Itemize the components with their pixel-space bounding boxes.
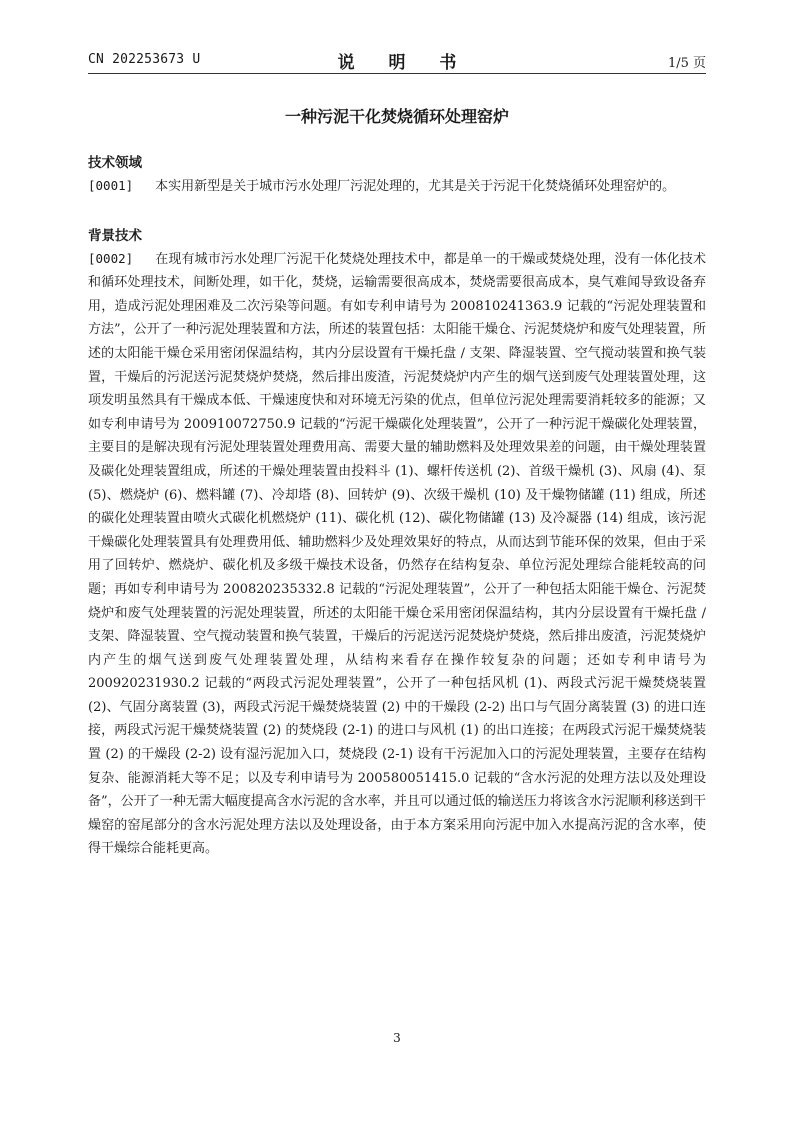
page-counter: 1/5 页	[667, 56, 706, 71]
paragraph	[88, 174, 706, 199]
section-gap	[88, 199, 706, 225]
paragraph-number: [0001]	[88, 178, 134, 193]
document-title: 一种污泥干化焚烧循环处理窑炉	[284, 107, 509, 126]
header-divider	[88, 73, 706, 74]
document-type-title: 说 明 书	[337, 53, 471, 73]
page-number: 3	[393, 1031, 401, 1045]
section-technical-field	[88, 152, 706, 199]
page-header	[88, 48, 706, 72]
document-number: CN 202253673 U	[88, 52, 201, 67]
paragraph-text: 在现有城市污水处理厂污泥干化焚烧处理技术中，都是单一的干燥或焚烧处理，没有一体化技术和循环处理技术，间断处理，如干化，焚烧，运输需要很高成本，焚烧需要很高成本，臭气难闻导致设备弃用，造成污泥处理困难及二次污染等问题。有如专利申请号为 200810241363.9 记载的“污泥处理装置和方法”，公开了一种污泥处理装置和方法，所述的装置包括：太阳能干燥仓、污泥焚烧炉和废气处理装置，所述的太阳能干燥仓采用密闭保温结构，其内分层设置有干燥托盘 / 支架、降湿装置、空气搅动装置和换气装置，干燥后的污泥送污泥焚烧炉焚烧，然后排出废渣，污泥焚烧炉内产生的烟气送到废气处理装置处理，这项发明虽然具有干燥成本低、干燥速度快和对环境无污染的优点，但单位污泥处理需要消耗较多的能源；又如专利申请号为 200910072750.9 记载的“污泥干燥碳化处理装置”，公开了一种污泥干燥碳化处理装置，主要目的是解决现有污泥处理装置处理费用高、需要大量的辅助燃料及处理效果差的问题，由干燥处理装置及碳化处理装置组成，所述的干燥处理装置由投料斗 (1)、螺杆传送机 (2)、首级干燥机 (3)、风扇 (4)、泵 (5)、燃烧炉 (6)、燃料罐 (7)、冷却塔 (8)、回转炉 (9)、次级干燥机 (10) 及干燥物储罐 (11) 组成，所述的碳化处理装置由喷火式碳化机燃烧炉 (11)、碳化机 (12)、碳化物储罐 (13) 及冷凝器 (14) 组成，该污泥干燥碳化处理装置具有处理费用低、辅助燃料少及处理效果好的特点，从而达到节能环保的效果，但由于采用了回转炉、燃烧炉、碳化机及多级干燥技术设备，仍然存在结构复杂、单位污泥处理综合能耗较高的问题；再如专利申请号为 200820235332.8 记载的“污泥处理装置”，公开了一种包括太阳能干燥仓、污泥焚烧炉和废气处理装置的污泥处理装置，所述的太阳能干燥仓采用密闭保温结构，其内分层设置有干燥托盘 / 支架、降湿装置、空气搅动装置和换气装置，干燥后的污泥送污泥焚烧炉焚烧，然后排出废渣，污泥焚烧炉内产生的烟气送到废气处理装置处理，从结构来看存在操作较复杂的问题；还如专利申请号为 200920231930.2 记载的“两段式污泥处理装置”，公开了一种包括风机 (1)、两段式污泥干燥焚烧装置 (2)、气固分离装置 (3)，两段式污泥干燥焚烧装置 (2) 中的干燥段 (2-2) 出口与气固分离装置 (3) 的进口连接，两段式污泥干燥焚烧装置 (2) 的焚烧段 (2-1) 的进口与风机 (1) 的出口连接；在两段式污泥干燥焚烧装置 (2) 的干燥段 (2-2) 设有湿污泥加入口，焚烧段 (2-1) 设有干污泥加入口的污泥处理装置，主要存在结构复杂、能源消耗大等不足；以及专利申请号为 200580051415.0 记载的“含水污泥的处理方法以及处理设备”，公开了一种无需大幅度提高含水污泥的含水率，并且可以通过低的输送压力将该含水污泥顺利移送到干燥窑的窑尾部分的含水污泥处理方法以及处理设备，由于本方案采用向污泥中加入水提高污泥的含水率，使得干燥综合能耗更高。	[88, 251, 706, 857]
document-body	[88, 152, 706, 861]
section-heading: 技术领域	[88, 155, 142, 171]
section-heading: 背景技术	[88, 227, 142, 244]
paragraph-text: 本实用新型是关于城市污水处理厂污泥处理的，尤其是关于污泥干化焚烧循环处理窑炉的。	[155, 179, 676, 194]
paragraph	[88, 247, 706, 861]
paragraph-number: [0002]	[88, 250, 134, 266]
section-background-art	[88, 225, 706, 861]
